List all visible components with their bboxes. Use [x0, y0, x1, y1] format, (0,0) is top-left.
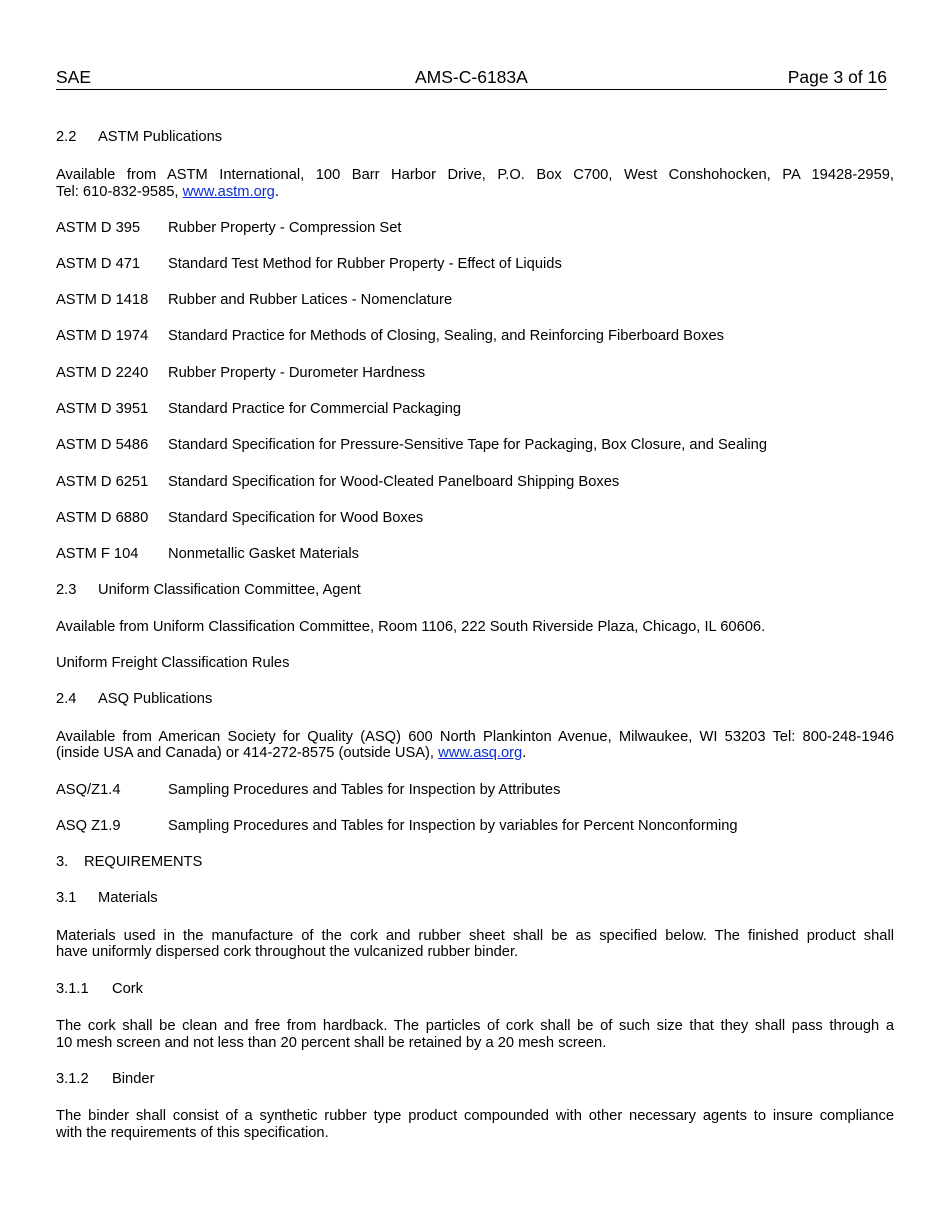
reference-title: Standard Specification for Pressure-Sensitive Tape for Packaging, Box Closure, and Sealing — [168, 437, 767, 453]
cork-text-line-1: The cork shall be clean and free from hardback. The particles of cork shall be of such size that they shall pass through a — [56, 1018, 894, 1034]
reference-code: ASTM D 2240 — [56, 365, 149, 381]
reference-code: ASTM D 1418 — [56, 292, 149, 308]
section-number: 3.1.1 — [56, 981, 89, 997]
header-page-number: Page 3 of 16 — [787, 67, 887, 87]
header-doc-number: AMS-C-6183A — [415, 67, 528, 87]
page-header — [56, 67, 887, 90]
section-number: 3.1 — [56, 890, 77, 906]
section-number: 2.4 — [56, 691, 77, 707]
reference-title: Sampling Procedures and Tables for Inspection by Attributes — [168, 782, 561, 798]
section-number: 2.3 — [56, 582, 77, 598]
reference-code: ASQ Z1.9 — [56, 818, 121, 834]
section-title: ASQ Publications — [98, 691, 213, 707]
reference-title: Rubber Property - Compression Set — [168, 220, 402, 236]
reference-code: ASTM F 104 — [56, 546, 139, 562]
ucc-rules: Uniform Freight Classification Rules — [56, 655, 290, 671]
astm-availability-line-2 — [56, 184, 279, 200]
reference-title: Standard Test Method for Rubber Property - Effect of Liquids — [168, 256, 562, 272]
binder-text-line-1: The binder shall consist of a synthetic rubber type product compounded with other necessary agents to insure compliance — [56, 1108, 894, 1124]
reference-title: Nonmetallic Gasket Materials — [168, 546, 360, 562]
astm-tel: Tel: 610-832-9585, — [56, 184, 183, 200]
asq-availability-line-2 — [56, 745, 526, 761]
section-number: 2.2 — [56, 129, 77, 145]
reference-title: Standard Practice for Commercial Packaging — [168, 401, 462, 417]
section-title: Cork — [112, 981, 144, 997]
section-heading-3 — [56, 854, 202, 870]
reference-code: ASTM D 5486 — [56, 437, 149, 453]
astm-period: . — [274, 184, 279, 200]
reference-code: ASTM D 6251 — [56, 474, 149, 490]
astm-availability-line-1: Available from ASTM International, 100 Barr Harbor Drive, P.O. Box C700, West Conshohocken, PA 19428-2959, — [56, 167, 894, 183]
section-number: 3.1.2 — [56, 1071, 89, 1087]
reference-code: ASTM D 1974 — [56, 328, 149, 344]
reference-title: Standard Practice for Methods of Closing, Sealing, and Reinforcing Fiberboard Boxes — [168, 328, 724, 344]
header-org: SAE — [56, 67, 92, 87]
astm-link[interactable]: www.astm.org — [182, 184, 275, 200]
section-heading-2-3 — [56, 582, 361, 598]
reference-title: Rubber and Rubber Latices - Nomenclature — [168, 292, 453, 308]
section-title: ASTM Publications — [98, 129, 223, 145]
materials-text-line-1: Materials used in the manufacture of the cork and rubber sheet shall be as specified below. The finished product shall — [56, 928, 894, 944]
reference-code: ASQ/Z1.4 — [56, 782, 121, 798]
reference-code: ASTM D 395 — [56, 220, 141, 236]
reference-title: Sampling Procedures and Tables for Inspection by variables for Percent Nonconforming — [168, 818, 738, 834]
section-heading-2-4 — [56, 691, 212, 707]
section-title: Materials — [98, 890, 158, 906]
reference-title: Standard Specification for Wood-Cleated Panelboard Shipping Boxes — [168, 474, 620, 490]
reference-title: Standard Specification for Wood Boxes — [168, 510, 424, 526]
section-heading-2-2 — [56, 129, 222, 145]
section-heading-3-1 — [56, 890, 158, 906]
reference-code: ASTM D 471 — [56, 256, 141, 272]
binder-text-line-2: with the requirements of this specification. — [56, 1125, 329, 1141]
asq-tel: (inside USA and Canada) or 414-272-8575 (outside USA), — [56, 745, 439, 761]
section-heading-3-1-1 — [56, 981, 143, 997]
reference-code: ASTM D 6880 — [56, 510, 149, 526]
section-title: REQUIREMENTS — [84, 854, 203, 870]
section-title: Binder — [112, 1071, 155, 1087]
asq-period: . — [522, 745, 527, 761]
section-number: 3. — [56, 854, 69, 870]
asq-link[interactable]: www.asq.org — [438, 745, 523, 761]
section-title: Uniform Classification Committee, Agent — [98, 582, 361, 598]
cork-text-line-2: 10 mesh screen and not less than 20 percent shall be retained by a 20 mesh screen. — [56, 1035, 607, 1051]
materials-text-line-2: have uniformly dispersed cork throughout the vulcanized rubber binder. — [56, 944, 519, 960]
ucc-availability: Available from Uniform Classification Committee, Room 1106, 222 South Riverside Plaza, Chicago, IL 60606. — [56, 619, 766, 635]
asq-availability-line-1: Available from American Society for Quality (ASQ) 600 North Plankinton Avenue, Milwaukee, WI 53203 Tel: 800-248-1946 — [56, 729, 894, 745]
reference-title: Rubber Property - Durometer Hardness — [168, 365, 426, 381]
reference-code: ASTM D 3951 — [56, 401, 149, 417]
section-heading-3-1-2 — [56, 1071, 154, 1087]
